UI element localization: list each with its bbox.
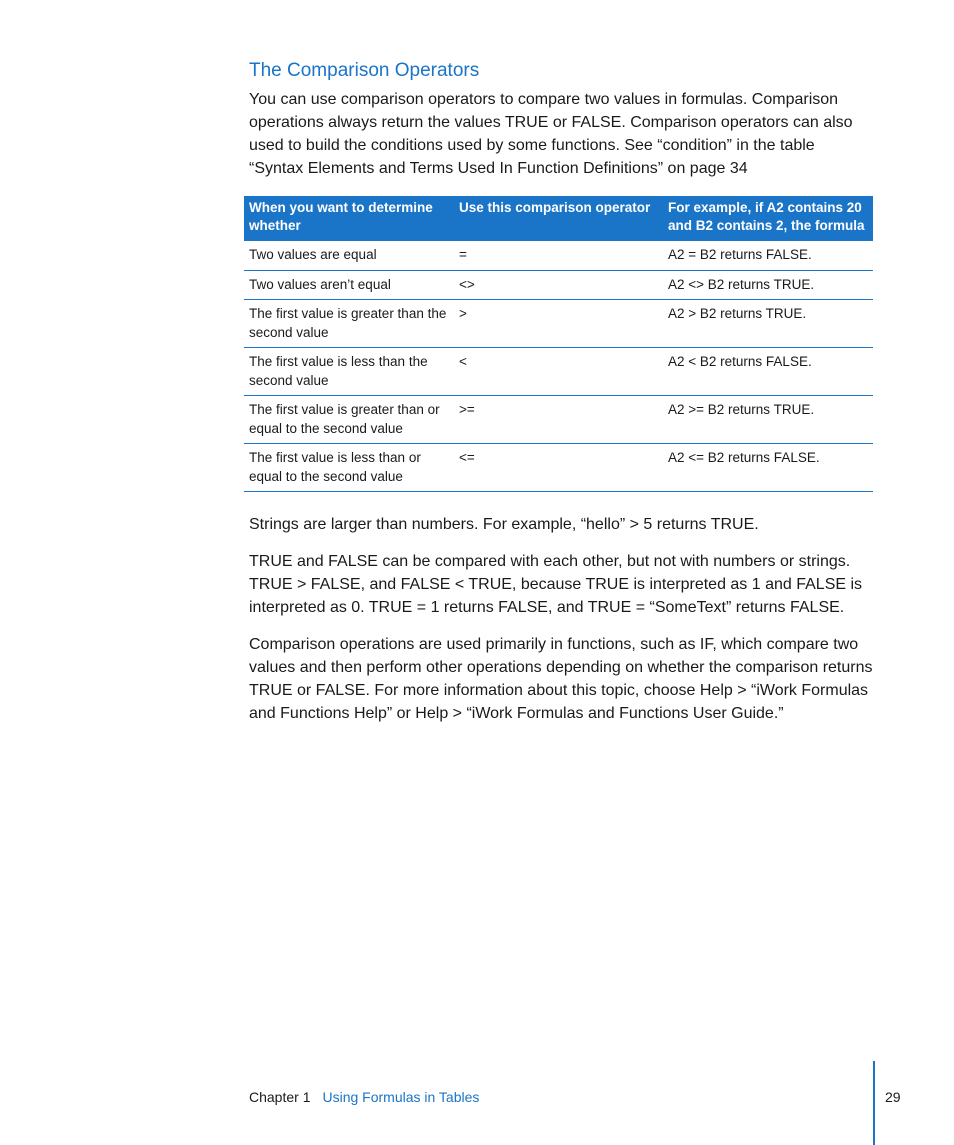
example-cell: A2 >= B2 returns TRUE.	[663, 395, 873, 443]
table-row	[244, 270, 873, 299]
page-footer	[249, 1088, 479, 1106]
table-row	[244, 395, 873, 443]
condition-cell: The first value is less than or equal to the second value	[244, 443, 454, 491]
section-heading: The Comparison Operators	[249, 60, 480, 81]
operator-cell: <	[454, 347, 663, 395]
operator-cell: >=	[454, 395, 663, 443]
example-cell: A2 <= B2 returns FALSE.	[663, 443, 873, 491]
page-content	[249, 58, 873, 739]
operator-cell: <>	[454, 270, 663, 299]
operator-cell: >	[454, 299, 663, 347]
true-false-paragraph: TRUE and FALSE can be compared with each other, but not with numbers or strings. TRUE > FALSE, and FALSE < TRUE, because TRUE is interpreted as 1 and FALSE is interpreted as 0. TRUE = 1 returns FALSE, and TRUE = “SomeText” returns FALSE.	[249, 552, 863, 616]
strings-paragraph: Strings are larger than numbers. For example, “hello” > 5 returns TRUE.	[249, 515, 759, 533]
example-cell: A2 > B2 returns TRUE.	[663, 299, 873, 347]
table-row	[244, 299, 873, 347]
example-cell: A2 < B2 returns FALSE.	[663, 347, 873, 395]
condition-cell: The first value is greater than or equal to the second value	[244, 395, 454, 443]
comparison-operators-table	[244, 196, 873, 492]
operator-cell: =	[454, 241, 663, 270]
column-header-operator: Use this comparison operator	[454, 196, 663, 241]
operator-cell: <=	[454, 443, 663, 491]
table-row	[244, 347, 873, 395]
table-header-row	[244, 196, 873, 241]
column-header-condition: When you want to determine whether	[244, 196, 454, 241]
functions-paragraph: Comparison operations are used primarily in functions, such as IF, which compare two values and then perform other operations depending on whether the comparison returns TRUE or FALSE. For more information about this topic, choose Help > “iWork Formulas and Functions Help” or Help > “iWork Formulas and Functions User Guide.”	[249, 635, 873, 722]
condition-cell: The first value is greater than the second value	[244, 299, 454, 347]
column-header-example: For example, if A2 contains 20 and B2 contains 2, the formula	[663, 196, 873, 241]
example-cell: A2 <> B2 returns TRUE.	[663, 270, 873, 299]
footer-divider	[873, 1061, 875, 1145]
table-row	[244, 443, 873, 491]
condition-cell: Two values aren’t equal	[244, 270, 454, 299]
chapter-label: Chapter 1	[249, 1089, 311, 1105]
chapter-title: Using Formulas in Tables	[322, 1089, 480, 1105]
intro-paragraph: You can use comparison operators to compare two values in formulas. Comparison operations always return the values TRUE or FALSE. Comparison operators can also used to build the conditions used by some functions. See “condition” in the table “Syntax Elements and Terms Used In Function Definitions” on page 34	[249, 91, 853, 177]
condition-cell: Two values are equal	[244, 241, 454, 270]
table-row	[244, 241, 873, 270]
condition-cell: The first value is less than the second value	[244, 347, 454, 395]
page-number: 29	[885, 1089, 901, 1105]
example-cell: A2 = B2 returns FALSE.	[663, 241, 873, 270]
